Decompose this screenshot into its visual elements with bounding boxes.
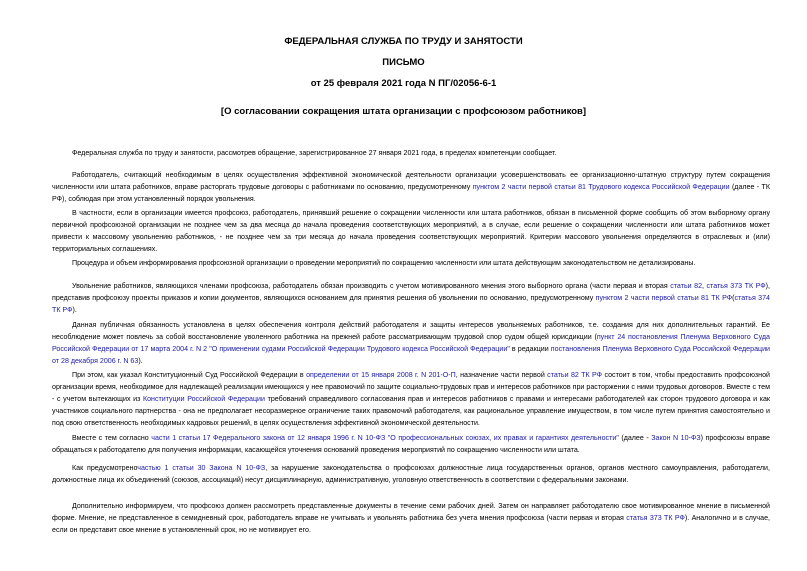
paragraph-text: Как предусмотрено [72, 464, 138, 472]
document-reference-link[interactable]: частью 1 статьи 30 Закона N 10-ФЗ [137, 464, 266, 472]
paragraph-text: В частности, если в организации имеется профсоюз, работодатель, принявший решение о сокращении численности или штата работников, обязан в письменной форме сообщить об этом выборному органу первичной профсоюзной организации не позднее чем за два месяца до начала проведения соответствующих мероприятий, а в случае, если решение о сокращении численности или штата работников может привести к массовому увольнению работников, - не позднее чем за три месяца до начала проведения соответствующих мероприятий. Критерии массового увольнения определяются в отраслевых и (или) территориальных соглашениях. [52, 209, 770, 253]
document-subject: [О согласовании сокращения штата организации с профсоюзом работников] [220, 106, 587, 117]
document-reference-link[interactable]: статья 374 ТК РФ [52, 294, 771, 314]
paragraph-text: При этом, как указал Конституционный Суд Российской Федерации в [72, 371, 307, 379]
paragraph [52, 432, 770, 456]
document-reference-link[interactable]: пункт 24 постановления Пленума Верховного Суда Российской Федерации от 17 марта 2004 г. N 2 "О применении судами Российской Федерации Трудового кодекса Российской Федерации" [52, 333, 770, 353]
document-reference-link[interactable]: постановления Пленума Верховного Суда Российской Федерации от 28 декабря 2006 г. N 63 [52, 345, 771, 365]
paragraph-text: Работодатель, считающий необходимым в целях осуществления эффективной экономической деятельности организации усовершенствовать ее организационно-штатную структуру путем сокращения численности или штата работников, вправе расторгать трудовые договоры с работниками по основанию, предусмотренному [52, 171, 770, 191]
paragraph-text: в редакции [509, 345, 551, 353]
paragraph-text: требований справедливого согласования прав и интересов работников с правами и интересами работодателей как сторон трудового договора и как участников социального партнерства - она не предполагает несоразмерное ограничение таких правомочий работодателя, как рациональное управление имуществом, в том числе путем принятия самостоятельно и под свою ответственность необходимых кадровых решений, в целях осуществления эффективной экономической деятельности. [52, 395, 770, 427]
paragraph-text: Вместе с тем согласно [72, 434, 152, 442]
document-reference-link[interactable]: статья 373 ТК РФ [706, 282, 766, 290]
paragraph-text: ) профсоюзы вправе обращаться к работодателю для получения информации, касающейся уточнения оснований проведения мероприятий по сокращению численности или штата. [52, 434, 770, 454]
agency-title: ФЕДЕРАЛЬНАЯ СЛУЖБА ПО ТРУДУ И ЗАНЯТОСТИ [284, 36, 523, 47]
paragraph-text: ). Аналогично и в случае, если он представит свое мнение в установленный срок, но не мотивирует его. [52, 514, 770, 534]
paragraph [52, 169, 770, 205]
document-date-number: от 25 февраля 2021 года N ПГ/02056-6-1 [310, 78, 497, 89]
paragraph [52, 319, 770, 367]
document-reference-link[interactable]: Закон N 10-ФЗ [651, 434, 701, 442]
paragraph-text: ( [732, 294, 735, 302]
document-type: ПИСЬМО [382, 57, 425, 68]
document-reference-link[interactable]: статьи 82 ТК РФ [547, 371, 603, 379]
paragraph-text: (далее - ТК РФ), соблюдая при этом установленный порядок увольнения. [52, 183, 770, 203]
paragraph-text: ), представив профсоюзу проекты приказов и копии документов, являющихся основанием для принятия решения об увольнении по основанию, предусмотренному [52, 282, 770, 302]
paragraph [52, 500, 770, 536]
paragraph-text: , [702, 282, 707, 290]
document-reference-link[interactable]: определении от 15 января 2008 г. N 201-О-П [306, 371, 456, 379]
paragraph-text: Данная публичная обязанность установлена в целях обеспечения контроля действий работодателя и защиты интересов увольняемых работников, т.е. создания для них дополнительных гарантий. Ее несоблюдение может повлечь за собой восстановление уволенного работника на прежней работе рассматривающим трудовой спор судом общей юрисдикции ( [52, 321, 770, 341]
document-reference-link[interactable]: статьи 82 [670, 282, 703, 290]
paragraph [52, 369, 770, 429]
paragraph [52, 462, 770, 486]
paragraph-text: Федеральная служба по труду и занятости, рассмотрев обращение, зарегистрированное 27 января 2021 года, в пределах компетенции сообщает. [72, 149, 557, 157]
paragraph [52, 257, 770, 269]
paragraph-text: ). [138, 357, 143, 365]
paragraph-text: , назначение части первой [455, 371, 548, 379]
document-reference-link[interactable]: Конституции Российской Федерации [142, 395, 265, 403]
paragraph-text: Увольнение работников, являющихся членами профсоюза, работодатель обязан производить с учетом мотивированного мнения этого выборного органа (части первая и вторая [72, 282, 671, 290]
paragraph [52, 280, 770, 316]
paragraph-text: состоит в том, чтобы предоставить профсоюзной организации время, необходимое для надлежащей реализации имеющихся у нее правомочий по защите социально-трудовых прав и интересов работников при расторжении с ними трудовых договоров. Вместе с тем - с учетом вытекающих из [52, 371, 770, 403]
document-reference-link[interactable]: пунктом 2 части первой статьи 81 ТК РФ [595, 294, 733, 302]
paragraph-text: , за нарушение законодательства о профсоюзах должностные лица государственных органов, органов местного самоуправления, работодатели, должностные лица их объединений (союзов, ассоциаций) несут дисциплинарную, административную, уголовную ответственность в соответствии с федеральными законами. [52, 464, 770, 484]
paragraph-text: Дополнительно информируем, что профсоюз должен рассмотреть представленные документы в течение семи рабочих дней. Затем он направляет работодателю свое мотивированное мнение в письменной форме. Мнение, не представленное в семидневный срок, работодатель вправе не учитывать и увольнять работника без учета мнения профсоюза (части первая и вторая [52, 502, 770, 522]
paragraph-text: Процедура и объем информирования профсоюзной организации о проведении мероприятий по сокращению численности или штата действующим законодательством не детализированы. [72, 259, 696, 267]
document-reference-link[interactable]: части 1 статьи 17 Федерального закона от 12 января 1996 г. N 10-ФЗ "О профессиональных союзах, их правах и гарантиях деятельности" [151, 434, 619, 442]
paragraph [52, 207, 770, 255]
document-reference-link[interactable]: пунктом 2 части первой статьи 81 Трудового кодекса Российской Федерации [472, 183, 730, 191]
document-reference-link[interactable]: статья 373 ТК РФ [626, 514, 685, 522]
paragraph [52, 147, 770, 159]
paragraph-text: ). [72, 306, 77, 314]
paragraph-text: (далее - [618, 434, 652, 442]
